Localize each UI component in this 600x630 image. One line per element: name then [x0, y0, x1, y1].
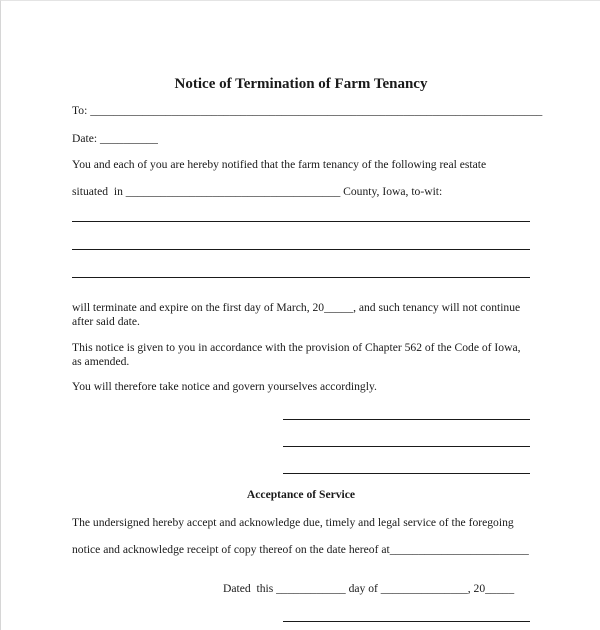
acceptance-of-service-heading: Acceptance of Service	[246, 488, 356, 501]
notice-intro-text: You and each of you are hereby notified that the farm tenancy of the following real estate	[72, 158, 487, 171]
signature-line-3[interactable]	[283, 473, 530, 474]
acceptance-text-line-2[interactable]: notice and acknowledge receipt of copy thereof on the date hereof at________________________	[72, 543, 529, 556]
document-title: Notice of Termination of Farm Tenancy	[174, 76, 428, 92]
to-field[interactable]: To: ______________________________________________________________________________	[72, 104, 543, 117]
provision-text-line-2: as amended.	[72, 355, 130, 368]
date-field[interactable]: Date: __________	[72, 132, 158, 145]
dated-field[interactable]: Dated this ____________ day of _______________, 20_____	[223, 582, 515, 595]
legal-description-line-2[interactable]	[72, 249, 530, 250]
legal-description-line-3[interactable]	[72, 277, 530, 278]
situated-county-field[interactable]: situated in _____________________________________ County, Iowa, to-wit:	[72, 185, 443, 198]
termination-text-line-1: will terminate and expire on the first day of March, 20_____, and such tenancy will not continue	[72, 301, 521, 314]
termination-text-line-2: after said date.	[72, 315, 140, 328]
acceptance-text-line-1: The undersigned hereby accept and acknowledge due, timely and legal service of the foregoing	[72, 516, 514, 529]
acceptance-signature-line[interactable]	[283, 621, 530, 622]
legal-description-line-1[interactable]	[72, 221, 530, 222]
signature-line-1[interactable]	[283, 419, 530, 420]
provision-text-line-1: This notice is given to you in accordance with the provision of Chapter 562 of the Code of Iowa,	[72, 341, 521, 354]
signature-line-2[interactable]	[283, 446, 530, 447]
govern-text: You will therefore take notice and govern yourselves accordingly.	[72, 380, 377, 393]
